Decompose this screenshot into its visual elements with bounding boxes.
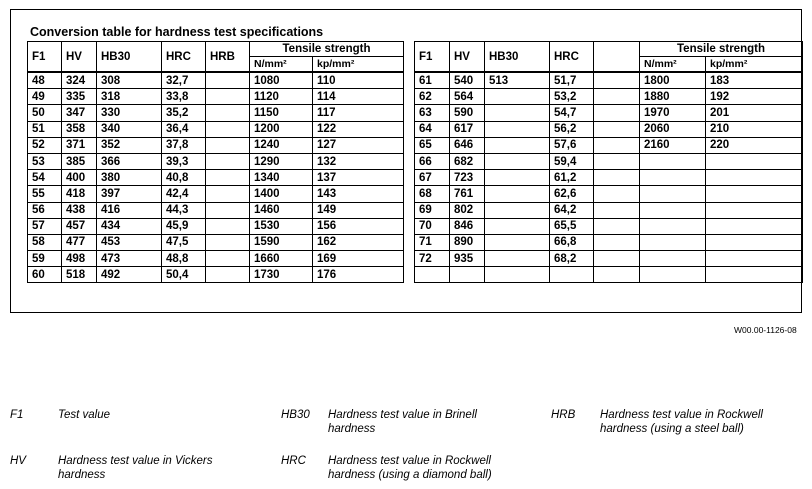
table-cell: 2160 — [640, 137, 706, 153]
table-cell: 1530 — [250, 218, 313, 234]
table-cell: 42,4 — [162, 186, 206, 202]
table-cell: 56 — [28, 202, 62, 218]
table-cell: 324 — [62, 72, 97, 89]
table-cell — [206, 202, 250, 218]
table-cell: 61,2 — [550, 170, 594, 186]
table-cell: 156 — [313, 218, 404, 234]
table-row — [415, 202, 803, 218]
table-cell: 371 — [62, 137, 97, 153]
table-cell — [706, 202, 803, 218]
table-cell: 64,2 — [550, 202, 594, 218]
table-cell: 57,6 — [550, 137, 594, 153]
table-cell: 1120 — [250, 89, 313, 105]
table-cell: 63 — [415, 105, 450, 121]
table-cell — [415, 267, 450, 283]
table-cell — [594, 153, 640, 169]
table-cell: 540 — [450, 72, 485, 89]
table-cell: 59,4 — [550, 153, 594, 169]
table-cell — [706, 170, 803, 186]
table-body-left — [28, 72, 404, 283]
table-row — [415, 105, 803, 121]
table-cell — [485, 218, 550, 234]
table-cell: 330 — [97, 105, 162, 121]
table-title: Conversion table for hardness test specifications — [30, 25, 324, 39]
legend-text-f1: Test value — [58, 409, 110, 421]
table-row — [415, 121, 803, 137]
table-cell — [206, 186, 250, 202]
table-cell: 122 — [313, 121, 404, 137]
table-cell — [706, 251, 803, 267]
table-row — [28, 234, 404, 250]
table-cell: 761 — [450, 186, 485, 202]
table-cell: 418 — [62, 186, 97, 202]
table-cell — [550, 267, 594, 283]
table-cell: 1290 — [250, 153, 313, 169]
table-body-right — [415, 72, 803, 283]
table-row — [28, 218, 404, 234]
table-cell: 457 — [62, 218, 97, 234]
table-cell — [640, 234, 706, 250]
table-cell: 183 — [706, 72, 803, 89]
table-cell: 477 — [62, 234, 97, 250]
legend-key-hb30: HB30 — [281, 409, 310, 421]
table-cell: 1730 — [250, 267, 313, 283]
table-cell — [640, 202, 706, 218]
table-cell: 201 — [706, 105, 803, 121]
table-cell — [206, 137, 250, 153]
conversion-table-left — [27, 41, 404, 283]
col-header-kpmm: kp/mm² — [706, 57, 803, 73]
table-cell: 149 — [313, 202, 404, 218]
table-cell: 802 — [450, 202, 485, 218]
table-cell: 32,7 — [162, 72, 206, 89]
table-cell — [594, 72, 640, 89]
table-cell: 132 — [313, 153, 404, 169]
legend-key-f1: F1 — [10, 409, 24, 421]
table-row — [28, 251, 404, 267]
table-cell — [206, 72, 250, 89]
table-cell — [485, 105, 550, 121]
table-cell — [206, 170, 250, 186]
table-cell: 54,7 — [550, 105, 594, 121]
col-header-hb30: HB30 — [97, 42, 162, 73]
table-cell — [706, 186, 803, 202]
table-cell: 48 — [28, 72, 62, 89]
legend-text-hrc: Hardness test value in Rockwell hardness (using a diamond ball) — [328, 455, 492, 481]
table-cell: 60 — [28, 267, 62, 283]
table-cell: 434 — [97, 218, 162, 234]
table-cell: 682 — [450, 153, 485, 169]
table-cell: 400 — [62, 170, 97, 186]
table-cell: 50,4 — [162, 267, 206, 283]
col-header-tensile: Tensile strength — [640, 42, 803, 57]
table-cell: 1460 — [250, 202, 313, 218]
table-cell: 2060 — [640, 121, 706, 137]
table-cell — [206, 251, 250, 267]
table-cell — [485, 170, 550, 186]
table-cell: 646 — [450, 137, 485, 153]
col-header-nmm: N/mm² — [250, 57, 313, 73]
table-cell: 53,2 — [550, 89, 594, 105]
table-cell: 48,8 — [162, 251, 206, 267]
col-header-hrb — [594, 42, 640, 73]
table-cell: 64 — [415, 121, 450, 137]
table-cell: 53 — [28, 153, 62, 169]
table-cell — [485, 121, 550, 137]
table-cell: 62 — [415, 89, 450, 105]
conversion-table-right — [414, 41, 803, 283]
legend-key-hrc: HRC — [281, 455, 306, 467]
table-cell: 192 — [706, 89, 803, 105]
table-cell: 68 — [415, 186, 450, 202]
table-cell: 33,8 — [162, 89, 206, 105]
table-cell: 143 — [313, 186, 404, 202]
table-row — [28, 89, 404, 105]
table-cell: 335 — [62, 89, 97, 105]
table-cell — [594, 234, 640, 250]
table-cell: 68,2 — [550, 251, 594, 267]
table-cell: 210 — [706, 121, 803, 137]
table-cell — [594, 170, 640, 186]
table-cell: 1970 — [640, 105, 706, 121]
table-cell — [594, 267, 640, 283]
table-row — [28, 202, 404, 218]
table-cell: 49 — [28, 89, 62, 105]
table-cell: 47,5 — [162, 234, 206, 250]
table-cell — [594, 89, 640, 105]
legend-text-hv: Hardness test value in Vickers hardness — [58, 455, 213, 481]
table-cell — [594, 218, 640, 234]
table-cell: 162 — [313, 234, 404, 250]
table-cell: 318 — [97, 89, 162, 105]
table-cell: 890 — [450, 234, 485, 250]
table-cell: 54 — [28, 170, 62, 186]
table-cell — [485, 267, 550, 283]
table-cell — [485, 89, 550, 105]
table-cell — [485, 251, 550, 267]
table-cell — [206, 105, 250, 121]
table-cell — [706, 153, 803, 169]
table-cell — [594, 251, 640, 267]
table-cell: 51,7 — [550, 72, 594, 89]
table-row — [415, 234, 803, 250]
table-cell: 69 — [415, 202, 450, 218]
table-cell: 176 — [313, 267, 404, 283]
table-row — [415, 267, 803, 283]
table-cell — [640, 251, 706, 267]
table-cell — [594, 105, 640, 121]
table-cell: 56,2 — [550, 121, 594, 137]
table-cell: 347 — [62, 105, 97, 121]
table-cell: 220 — [706, 137, 803, 153]
table-cell — [594, 186, 640, 202]
col-header-hv: HV — [62, 42, 97, 73]
table-cell: 564 — [450, 89, 485, 105]
table-row — [415, 137, 803, 153]
table-cell — [706, 218, 803, 234]
table-cell — [640, 186, 706, 202]
table-cell: 492 — [97, 267, 162, 283]
table-cell — [594, 121, 640, 137]
table-cell: 473 — [97, 251, 162, 267]
table-cell: 70 — [415, 218, 450, 234]
table-cell: 36,4 — [162, 121, 206, 137]
table-cell: 114 — [313, 89, 404, 105]
table-cell: 51 — [28, 121, 62, 137]
table-cell: 71 — [415, 234, 450, 250]
table-cell — [485, 186, 550, 202]
col-header-nmm: N/mm² — [640, 57, 706, 73]
table-cell — [485, 153, 550, 169]
table-cell — [206, 234, 250, 250]
table-cell: 169 — [313, 251, 404, 267]
figure-code: W00.00-1126-08 — [734, 325, 797, 335]
table-cell: 58 — [28, 234, 62, 250]
table-cell — [485, 137, 550, 153]
table-cell: 65 — [415, 137, 450, 153]
table-cell: 518 — [62, 267, 97, 283]
table-cell — [640, 267, 706, 283]
col-header-hb30: HB30 — [485, 42, 550, 73]
table-cell — [706, 234, 803, 250]
col-header-tensile: Tensile strength — [250, 42, 404, 57]
table-cell: 45,9 — [162, 218, 206, 234]
table-row — [415, 218, 803, 234]
table-cell: 67 — [415, 170, 450, 186]
table-cell: 66,8 — [550, 234, 594, 250]
table-cell — [594, 202, 640, 218]
table-row — [415, 72, 803, 89]
table-row — [28, 186, 404, 202]
legend-text-hrb: Hardness test value in Rockwell hardness (using a steel ball) — [600, 409, 763, 435]
table-cell: 40,8 — [162, 170, 206, 186]
table-cell — [206, 153, 250, 169]
table-cell: 66 — [415, 153, 450, 169]
table-cell: 453 — [97, 234, 162, 250]
table-cell: 127 — [313, 137, 404, 153]
table-cell — [594, 137, 640, 153]
table-cell — [206, 89, 250, 105]
table-row — [28, 170, 404, 186]
table-cell: 1340 — [250, 170, 313, 186]
table-row — [28, 153, 404, 169]
table-cell: 358 — [62, 121, 97, 137]
table-cell: 35,2 — [162, 105, 206, 121]
table-cell: 62,6 — [550, 186, 594, 202]
table-cell — [206, 218, 250, 234]
table-row — [415, 251, 803, 267]
table-cell: 340 — [97, 121, 162, 137]
table-cell: 352 — [97, 137, 162, 153]
table-cell: 846 — [450, 218, 485, 234]
table-row — [28, 105, 404, 121]
col-header-hv: HV — [450, 42, 485, 73]
table-cell: 385 — [62, 153, 97, 169]
table-cell: 37,8 — [162, 137, 206, 153]
legend-key-hv: HV — [10, 455, 26, 467]
table-row — [415, 170, 803, 186]
table-cell: 438 — [62, 202, 97, 218]
table-cell: 380 — [97, 170, 162, 186]
table-cell: 44,3 — [162, 202, 206, 218]
table-cell: 308 — [97, 72, 162, 89]
col-header-kpmm: kp/mm² — [313, 57, 404, 73]
table-row — [415, 186, 803, 202]
table-row — [28, 137, 404, 153]
table-cell: 110 — [313, 72, 404, 89]
table-cell: 39,3 — [162, 153, 206, 169]
table-cell: 935 — [450, 251, 485, 267]
table-row — [415, 89, 803, 105]
table-cell: 590 — [450, 105, 485, 121]
table-cell: 1240 — [250, 137, 313, 153]
table-cell: 1400 — [250, 186, 313, 202]
table-cell: 52 — [28, 137, 62, 153]
table-cell: 513 — [485, 72, 550, 89]
table-cell: 50 — [28, 105, 62, 121]
table-cell: 498 — [62, 251, 97, 267]
table-cell: 117 — [313, 105, 404, 121]
table-cell: 1200 — [250, 121, 313, 137]
table-cell — [206, 121, 250, 137]
table-cell: 1800 — [640, 72, 706, 89]
table-cell: 55 — [28, 186, 62, 202]
legend-key-hrb: HRB — [551, 409, 576, 421]
table-cell: 65,5 — [550, 218, 594, 234]
table-cell: 1880 — [640, 89, 706, 105]
table-cell: 366 — [97, 153, 162, 169]
table-cell: 1080 — [250, 72, 313, 89]
table-row — [28, 267, 404, 283]
table-row — [28, 121, 404, 137]
table-cell — [485, 202, 550, 218]
col-header-hrb: HRB — [206, 42, 250, 73]
col-header-f1: F1 — [28, 42, 62, 73]
table-row — [28, 72, 404, 89]
table-cell — [640, 170, 706, 186]
table-cell: 1590 — [250, 234, 313, 250]
table-cell: 1150 — [250, 105, 313, 121]
table-cell: 1660 — [250, 251, 313, 267]
table-cell — [485, 234, 550, 250]
table-cell — [450, 267, 485, 283]
table-cell: 57 — [28, 218, 62, 234]
table-row — [415, 153, 803, 169]
table-cell: 61 — [415, 72, 450, 89]
table-cell: 617 — [450, 121, 485, 137]
legend-text-hb30: Hardness test value in Brinell hardness — [328, 409, 477, 435]
table-cell: 72 — [415, 251, 450, 267]
col-header-hrc: HRC — [550, 42, 594, 73]
table-cell: 59 — [28, 251, 62, 267]
table-cell — [640, 153, 706, 169]
table-cell: 397 — [97, 186, 162, 202]
table-cell — [706, 267, 803, 283]
col-header-hrc: HRC — [162, 42, 206, 73]
table-cell: 416 — [97, 202, 162, 218]
table-cell: 723 — [450, 170, 485, 186]
table-cell — [640, 218, 706, 234]
table-cell — [206, 267, 250, 283]
table-cell: 137 — [313, 170, 404, 186]
col-header-f1: F1 — [415, 42, 450, 73]
